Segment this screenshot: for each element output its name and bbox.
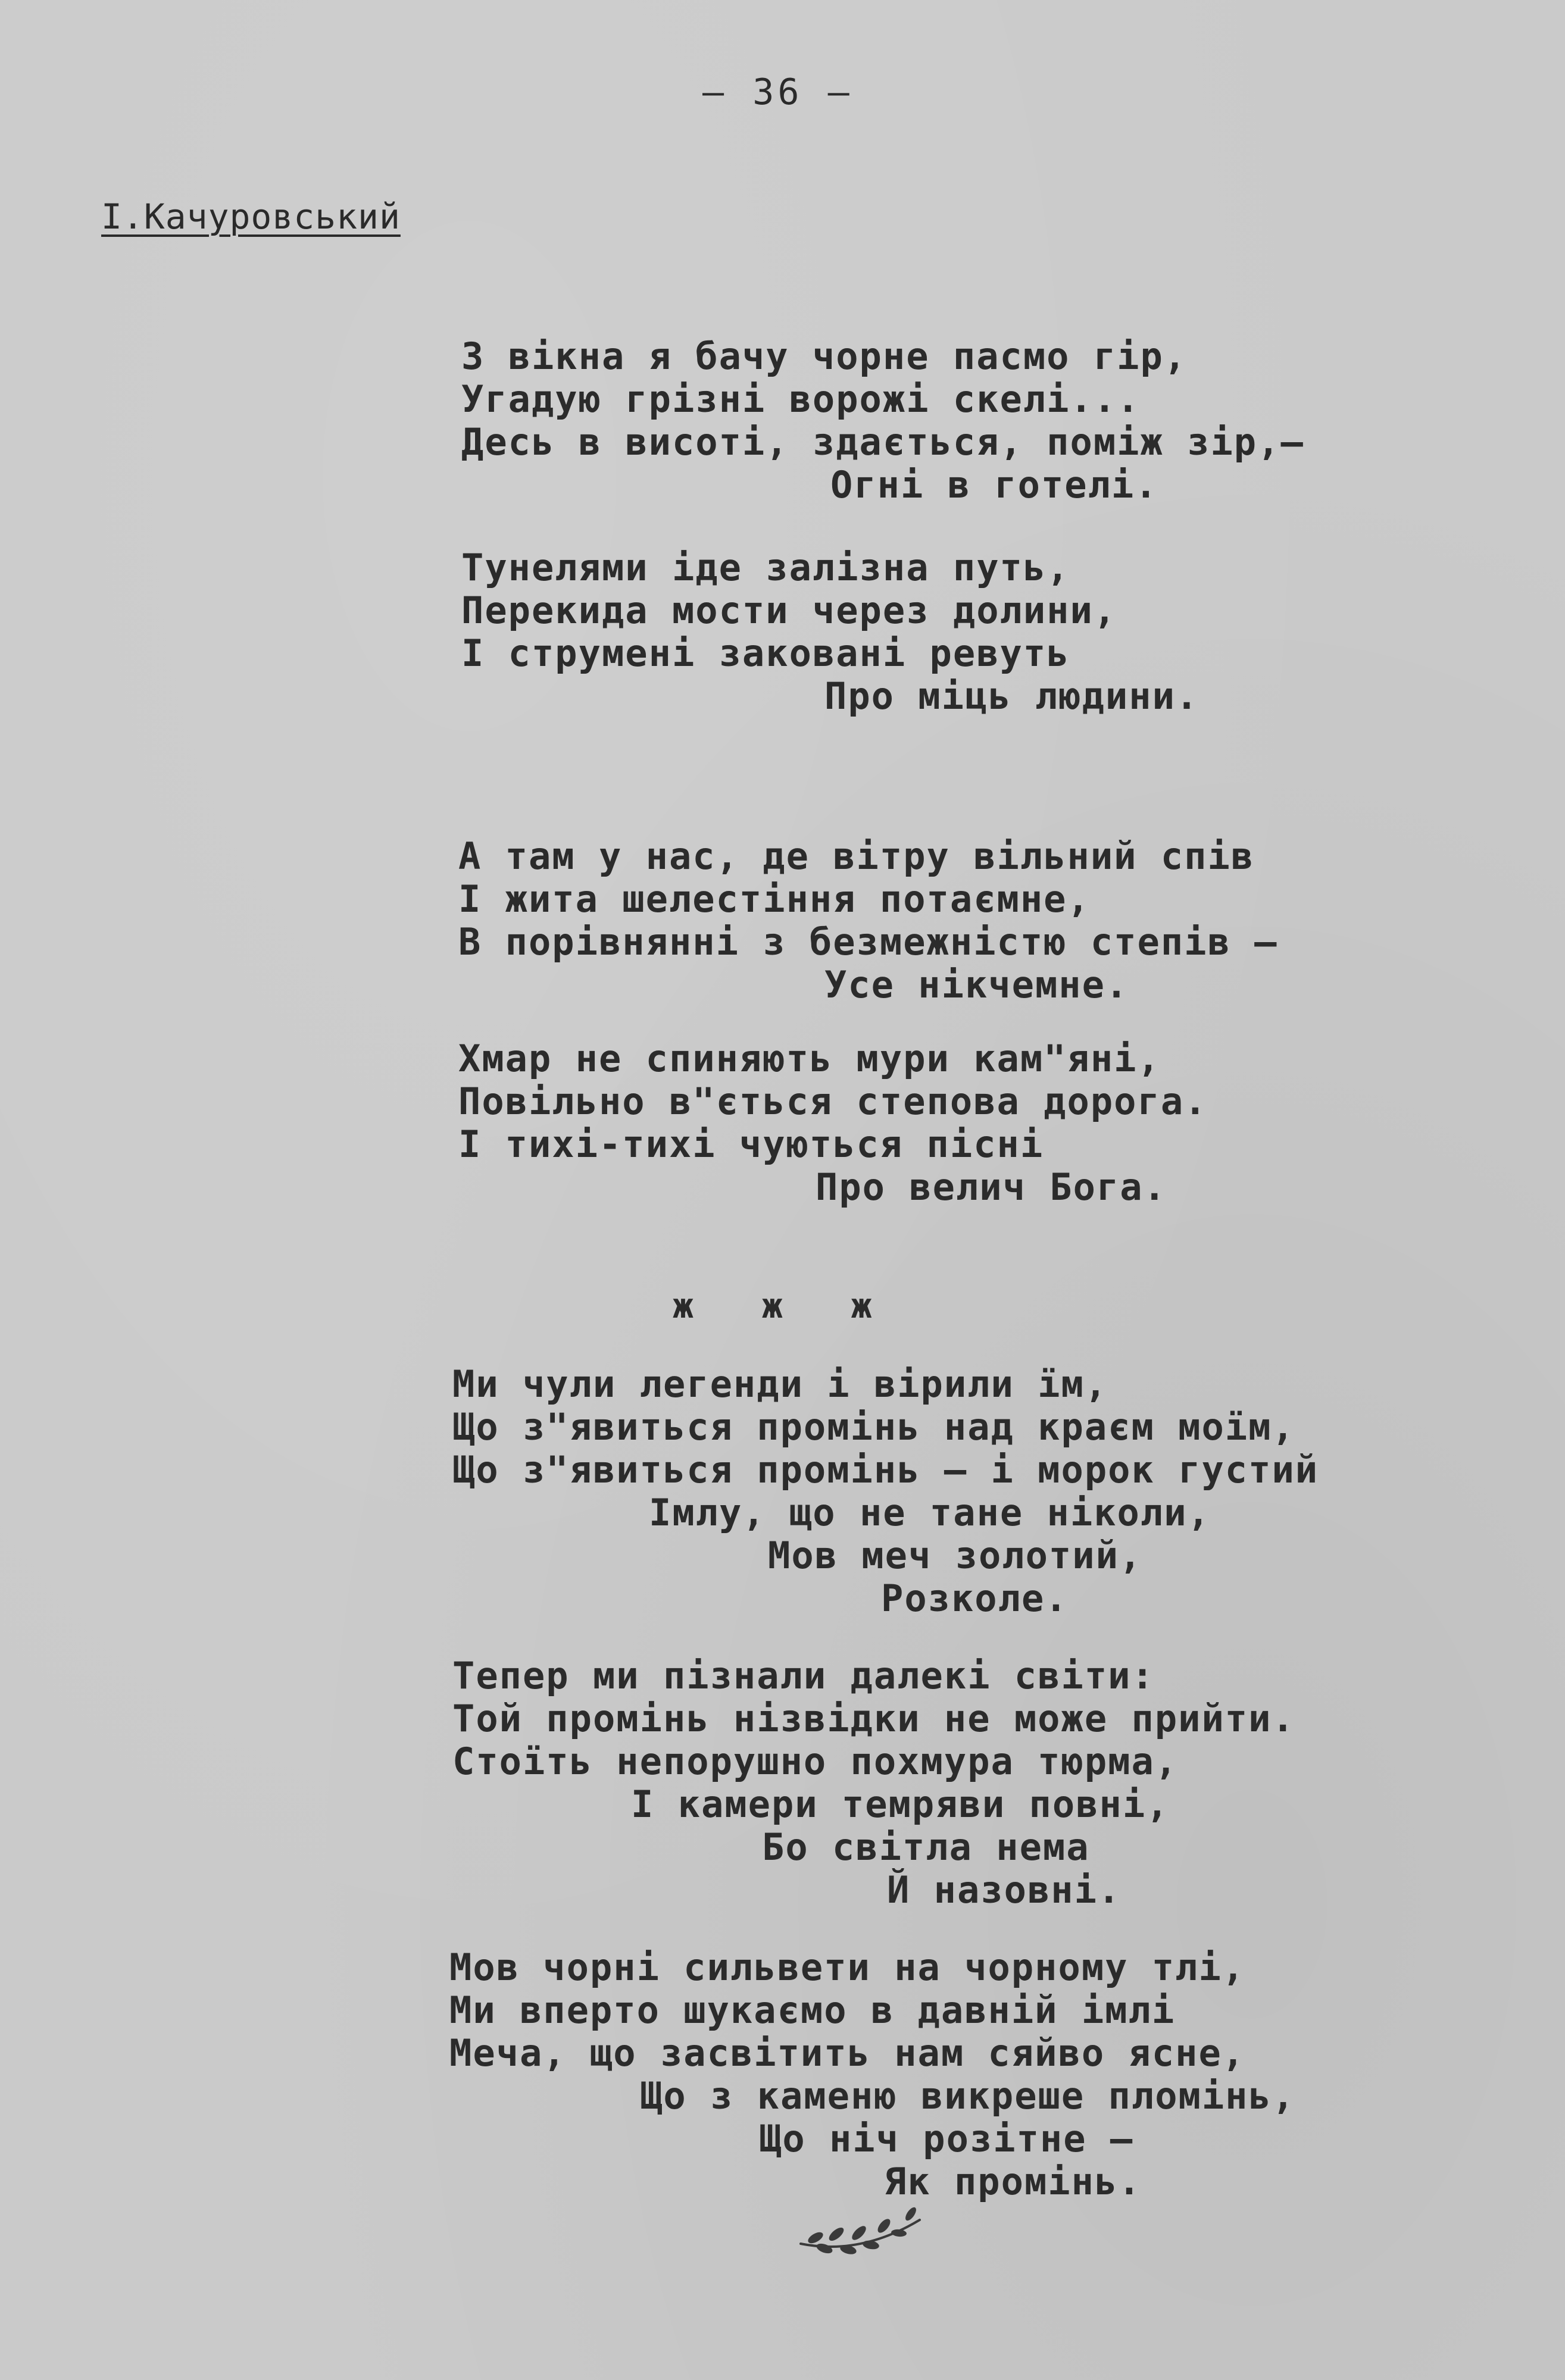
poem1-stanza-3 [458, 835, 1277, 1006]
verse-line: Повільно в"ється степова дорога. [458, 1080, 1208, 1123]
verse-line: Стоїть непорушно похмура тюрма, [452, 1740, 1179, 1783]
poem2-stanza-2 [452, 1655, 1295, 1912]
verse-line: Перекида мости через долини, [461, 589, 1117, 632]
verse-line: Як промінь. [884, 2160, 1142, 2203]
verse-line: Бо світла нема [762, 1825, 1090, 1869]
poem1-stanza-2 [461, 546, 1199, 718]
verse-line: Мов меч золотий, [768, 1534, 1143, 1577]
verse-line: І жита шелестіння потаємне, [458, 877, 1091, 921]
verse-line: І струмені заковані ревуть [461, 631, 1070, 675]
verse-line: Огні в готелі. [830, 463, 1158, 506]
verse-line: І тихі-тихі чуються пісні [458, 1122, 1044, 1166]
verse-line: А там у нас, де вітру вільний спів [458, 834, 1255, 878]
verse-line: Імлу, що не тане ніколи, [649, 1491, 1211, 1534]
verse-line: Усе нікчемне. [824, 963, 1129, 1006]
verse-line: Про велич Бога. [816, 1165, 1167, 1209]
verse-line: Що з"явиться промінь над краєм моїм, [452, 1405, 1295, 1449]
verse-line: З вікна я бачу чорне пасмо гір, [461, 334, 1188, 378]
poem1-stanza-1 [461, 335, 1304, 506]
verse-line: Ми чули легенди і вірили їм, [452, 1362, 1108, 1406]
verse-line: Той промінь нізвідки не може прийти. [452, 1697, 1295, 1740]
verse-line: В порівнянні з безмежністю степів – [458, 920, 1278, 964]
verse-line: Ми вперто шукаємо в давній імлі [449, 1988, 1176, 2032]
verse-line: Що ніч розітне – [759, 2117, 1134, 2160]
verse-line: Про міць людини. [824, 674, 1199, 718]
verse-line: Що з"явиться промінь – і морок густий [452, 1448, 1319, 1491]
verse-line: Хмар не спиняють мури кам"яні, [458, 1037, 1161, 1080]
verse-line: Угадую грізні ворожі скелі... [461, 377, 1141, 421]
laurel-branch-icon [789, 2196, 932, 2262]
verse-line: Мов чорні сильвети на чорному тлі, [449, 1946, 1246, 1989]
poem1-stanza-4 [458, 1037, 1207, 1209]
verse-line: Й назовні. [887, 1868, 1122, 1912]
verse-line: Тунелями іде залізна путь, [461, 546, 1070, 589]
verse-line: Що з каменю викреше пломінь, [640, 2074, 1296, 2118]
verse-line: Тепер ми пізнали далекі світи: [452, 1654, 1155, 1697]
verse-line: Десь в висоті, здається, поміж зір,– [461, 420, 1304, 464]
author-name: І.Качуровський [101, 196, 401, 237]
verse-line: І камери темряви повні, [631, 1782, 1170, 1826]
verse-line: Меча, що засвітить нам сяйво ясне, [449, 2031, 1246, 2075]
page-number: – 36 – [702, 71, 853, 113]
poem2-stanza-3 [449, 1946, 1295, 2203]
section-separator: ж ж ж [673, 1286, 896, 1326]
poem2-stanza-1 [452, 1363, 1319, 1620]
verse-line: Розколе. [881, 1577, 1069, 1620]
